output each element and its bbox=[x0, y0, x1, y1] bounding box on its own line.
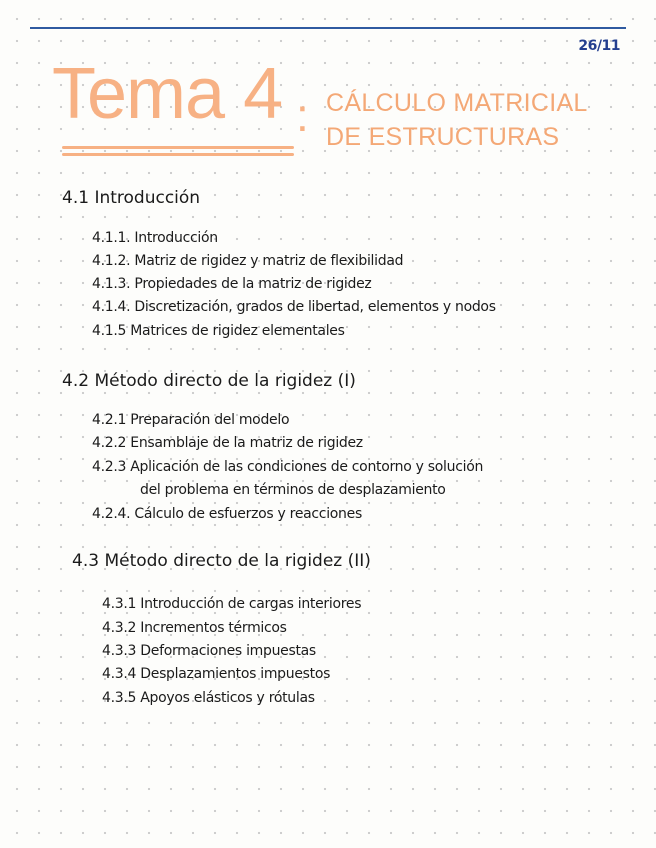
item-4-3-5: 4.3.5 Apoyos elásticos y rótulas bbox=[102, 690, 315, 706]
top-rule bbox=[30, 27, 626, 29]
subtitle-line-1: CÁLCULO MATRICIAL bbox=[326, 89, 588, 117]
item-4-1-3: 4.1.3. Propiedades de la matriz de rigidez bbox=[92, 276, 372, 292]
tema-title: Tema 4 bbox=[52, 54, 283, 134]
item-4-2-4: 4.2.4. Cálculo de esfuerzos y reacciones bbox=[92, 506, 362, 522]
item-4-3-1: 4.3.1 Introducción de cargas interiores bbox=[102, 596, 362, 612]
chapter-subtitle bbox=[326, 86, 588, 154]
item-4-1-1: 4.1.1. Introducción bbox=[92, 230, 218, 246]
title-underline-second bbox=[62, 153, 294, 156]
item-4-2-2: 4.2.2 Ensamblaje de la matriz de rigidez bbox=[92, 435, 363, 451]
item-4-2-3-continuation: del problema en términos de desplazamiento bbox=[140, 482, 446, 498]
item-4-1-4: 4.1.4. Discretización, grados de libertad, elementos y nodos bbox=[92, 299, 496, 315]
title-colon: : bbox=[296, 89, 309, 141]
item-4-3-4: 4.3.4 Desplazamientos impuestos bbox=[102, 666, 331, 682]
section-4-1-title: 4.1 Introducción bbox=[62, 188, 201, 208]
title-underline bbox=[62, 146, 294, 149]
section-4-3-title: 4.3 Método directo de la rigidez (II) bbox=[72, 551, 371, 571]
item-4-3-2: 4.3.2 Incrementos térmicos bbox=[102, 620, 287, 636]
section-4-2-title: 4.2 Método directo de la rigidez (I) bbox=[62, 371, 356, 391]
item-4-2-3: 4.2.3 Aplicación de las condiciones de contorno y solución bbox=[92, 459, 484, 475]
item-4-1-2: 4.1.2. Matriz de rigidez y matriz de flexibilidad bbox=[92, 253, 404, 269]
subtitle-line-2: DE ESTRUCTURAS bbox=[326, 123, 560, 151]
item-4-1-5: 4.1.5 Matrices de rigidez elementales bbox=[92, 323, 345, 339]
item-4-3-3: 4.3.3 Deformaciones impuestas bbox=[102, 643, 316, 659]
item-4-2-1: 4.2.1 Preparación del modelo bbox=[92, 412, 290, 428]
date-label: 26/11 bbox=[578, 38, 620, 54]
